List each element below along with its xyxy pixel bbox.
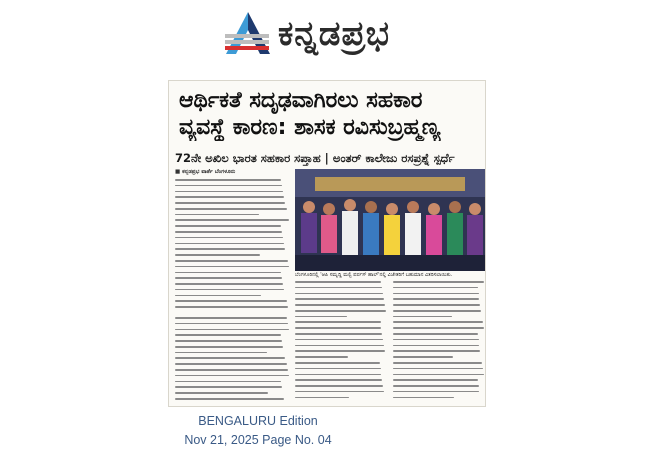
photo-caption: ಬೆಂಗಳೂರಿನಲ್ಲಿ 'ಆಪಿ ಸಮೃದ್ಧಿ ಮಲ್ಟಿ ಪರ್ಪಸ್ ಹಾಲ್'ನಲ್ಲಿ ವಿಜೇತರಿಗೆ ಬಹುಮಾನ ವಿತರಿಸಲಾಯಿತು. <box>295 272 453 278</box>
text-line <box>175 334 281 336</box>
text-line <box>393 397 454 399</box>
article-column-left-bottom <box>175 317 290 405</box>
text-line <box>175 289 284 291</box>
text-line <box>175 225 281 227</box>
text-line <box>175 272 281 274</box>
text-line <box>175 277 282 279</box>
text-line <box>393 293 479 295</box>
masthead-title: ಕನ್ನಡಪ್ರಭ <box>278 14 390 54</box>
text-line <box>175 208 287 210</box>
text-line <box>175 392 268 394</box>
text-line <box>295 327 381 329</box>
text-line <box>175 179 281 181</box>
text-line <box>393 356 453 358</box>
text-line <box>393 368 483 370</box>
text-line <box>175 219 289 221</box>
text-line <box>175 398 284 400</box>
newspaper-clipping <box>168 80 486 407</box>
text-line <box>175 357 285 359</box>
article-column-left-top <box>175 179 290 314</box>
text-line <box>393 345 479 347</box>
text-line <box>393 362 482 364</box>
text-line <box>175 363 287 365</box>
text-line <box>295 385 383 387</box>
text-line <box>393 321 483 323</box>
text-line <box>175 300 287 302</box>
text-line <box>175 329 289 331</box>
text-line <box>393 333 478 335</box>
text-line <box>295 293 383 295</box>
text-line <box>175 237 283 239</box>
text-line <box>295 281 381 283</box>
text-line <box>295 333 382 335</box>
text-line <box>393 327 484 329</box>
text-line <box>393 374 484 376</box>
text-line <box>175 202 285 204</box>
text-line <box>175 386 282 388</box>
event-photo-icon <box>295 169 485 271</box>
text-line <box>393 316 452 318</box>
text-line <box>175 381 281 383</box>
text-line <box>295 321 381 323</box>
text-line <box>175 317 287 319</box>
subheadline: 72ನೇ ಅಖಿಲ ಭಾರತ ಸಹಕಾರ ಸಪ್ತಾಹ | ಅಂತರ್ ಕಾಲೇಜು ರಸಪ್ರಶ್ನೆ ಸ್ಪರ್ಧೆ <box>175 151 455 165</box>
edition-name: BENGALURU Edition <box>198 414 318 428</box>
text-line <box>175 295 261 297</box>
masthead <box>222 10 462 60</box>
kannada-prabha-logo-icon <box>222 10 272 60</box>
text-line <box>295 339 383 341</box>
text-line <box>393 304 480 306</box>
text-line <box>175 352 267 354</box>
text-line <box>295 350 385 352</box>
byline: ■ ಕನ್ನಡಪ್ರಭ ವಾರ್ತೆ ಬೆಂಗಳೂರು <box>175 169 236 175</box>
text-line <box>295 362 380 364</box>
headline-line-2: ವ್ಯವಸ್ಥೆ ಕಾರಣ: ಶಾಸಕ ರವಿಸುಬ್ರಹ್ಮಣ್ಯ <box>179 115 441 140</box>
text-line <box>175 254 260 256</box>
text-line <box>393 391 479 393</box>
text-line <box>175 323 288 325</box>
text-line <box>393 379 478 381</box>
article-column-middle <box>295 281 387 405</box>
text-line <box>175 196 284 198</box>
text-line <box>295 287 382 289</box>
headline-line-1: ಆರ್ಥಿಕತೆ ಸದೃಢವಾಗಿರಲು ಸಹಕಾರ <box>179 88 423 113</box>
text-line <box>175 375 289 377</box>
text-line <box>393 310 481 312</box>
text-line <box>295 368 381 370</box>
text-line <box>393 281 484 283</box>
text-line <box>175 243 284 245</box>
text-line <box>175 266 289 268</box>
text-line <box>295 397 349 399</box>
headline <box>179 87 479 141</box>
text-line <box>393 385 479 387</box>
text-line <box>295 298 384 300</box>
text-line <box>295 310 386 312</box>
text-line <box>175 185 282 187</box>
text-line <box>175 231 282 233</box>
text-line <box>295 345 384 347</box>
text-line <box>175 346 283 348</box>
text-line <box>175 340 282 342</box>
text-line <box>175 248 285 250</box>
text-line <box>295 379 382 381</box>
edition-info <box>168 412 348 450</box>
text-line <box>393 339 479 341</box>
text-line <box>295 356 348 358</box>
text-line <box>175 260 288 262</box>
text-line <box>393 350 480 352</box>
text-line <box>295 316 347 318</box>
text-line <box>175 283 283 285</box>
text-line <box>393 298 479 300</box>
text-line <box>175 306 288 308</box>
text-line <box>295 374 381 376</box>
text-line <box>175 214 259 216</box>
text-line <box>295 391 384 393</box>
article-column-right <box>393 281 485 405</box>
text-line <box>295 304 385 306</box>
article-photo <box>295 169 485 271</box>
edition-date-page: Nov 21, 2025 Page No. 04 <box>184 433 332 447</box>
text-line <box>175 369 288 371</box>
text-line <box>175 191 283 193</box>
text-line <box>393 287 478 289</box>
